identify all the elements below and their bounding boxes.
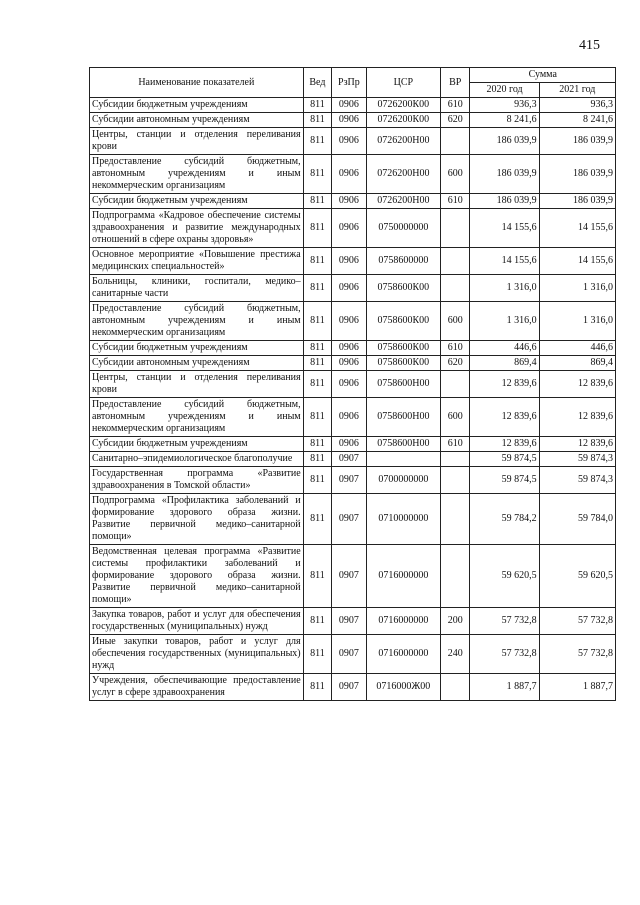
header-year-2020: 2020 год <box>470 83 539 98</box>
cell-vr: 620 <box>440 356 470 371</box>
cell-y2020: 12 839,6 <box>470 437 539 452</box>
cell-name: Иные закупки товаров, работ и услуг для обеспечения государственных (муниципальных) нужд <box>90 635 304 674</box>
cell-csr: 0758600К00 <box>366 275 440 302</box>
cell-vr: 600 <box>440 302 470 341</box>
cell-csr: 0758600Н00 <box>366 371 440 398</box>
cell-csr: 0716000000 <box>366 635 440 674</box>
table-row <box>90 452 616 467</box>
cell-y2021: 14 155,6 <box>539 209 615 248</box>
table-row <box>90 608 616 635</box>
cell-y2020: 12 839,6 <box>470 371 539 398</box>
cell-csr: 0726200К00 <box>366 113 440 128</box>
cell-ved: 811 <box>303 545 331 608</box>
table-row <box>90 371 616 398</box>
cell-name: Субсидии бюджетным учреждениям <box>90 194 304 209</box>
cell-y2021: 186 039,9 <box>539 155 615 194</box>
cell-rzpr: 0906 <box>332 356 367 371</box>
table-row <box>90 494 616 545</box>
cell-rzpr: 0906 <box>332 398 367 437</box>
cell-vr: 240 <box>440 635 470 674</box>
cell-csr: 0726200Н00 <box>366 155 440 194</box>
cell-ved: 811 <box>303 155 331 194</box>
cell-rzpr: 0906 <box>332 155 367 194</box>
cell-name: Подпрограмма «Профилактика заболеваний и формирование здорового образа жизни. Развитие первичной медико–санитарной помощи» <box>90 494 304 545</box>
cell-rzpr: 0906 <box>332 209 367 248</box>
cell-ved: 811 <box>303 356 331 371</box>
cell-y2021: 57 732,8 <box>539 608 615 635</box>
cell-csr: 0700000000 <box>366 467 440 494</box>
budget-table <box>89 67 616 701</box>
cell-ved: 811 <box>303 302 331 341</box>
cell-rzpr: 0906 <box>332 302 367 341</box>
cell-rzpr: 0907 <box>332 467 367 494</box>
cell-vr <box>440 494 470 545</box>
cell-vr <box>440 674 470 701</box>
cell-vr <box>440 275 470 302</box>
page-number: 415 <box>579 38 600 53</box>
cell-y2021: 8 241,6 <box>539 113 615 128</box>
table-row <box>90 467 616 494</box>
table-row <box>90 356 616 371</box>
cell-ved: 811 <box>303 194 331 209</box>
cell-ved: 811 <box>303 635 331 674</box>
cell-y2020: 14 155,6 <box>470 248 539 275</box>
cell-y2021: 12 839,6 <box>539 398 615 437</box>
cell-csr: 0758600Н00 <box>366 437 440 452</box>
cell-vr: 600 <box>440 398 470 437</box>
cell-y2021: 1 887,7 <box>539 674 615 701</box>
table-row <box>90 128 616 155</box>
cell-csr: 0726200Н00 <box>366 194 440 209</box>
cell-ved: 811 <box>303 452 331 467</box>
cell-rzpr: 0906 <box>332 341 367 356</box>
header-ved: Вед <box>303 68 331 98</box>
cell-vr: 610 <box>440 437 470 452</box>
cell-rzpr: 0906 <box>332 248 367 275</box>
cell-y2020: 12 839,6 <box>470 398 539 437</box>
table-row <box>90 194 616 209</box>
cell-csr: 0726200Н00 <box>366 128 440 155</box>
cell-csr: 0758600К00 <box>366 356 440 371</box>
header-vr: ВР <box>440 68 470 98</box>
cell-ved: 811 <box>303 275 331 302</box>
table-row <box>90 635 616 674</box>
cell-name: Субсидии бюджетным учреждениям <box>90 437 304 452</box>
header-csr: ЦСР <box>366 68 440 98</box>
cell-name: Подпрограмма «Кадровое обеспечение системы здравоохранения и развитие международных отношений в сфере охраны здоровья» <box>90 209 304 248</box>
cell-name: Центры, станции и отделения переливания крови <box>90 128 304 155</box>
cell-csr: 0710000000 <box>366 494 440 545</box>
cell-name: Предоставление субсидий бюджетным, автономным учреждениям и иным некоммерческим организациям <box>90 302 304 341</box>
cell-y2020: 1 316,0 <box>470 302 539 341</box>
header-rzpr: РзПр <box>332 68 367 98</box>
cell-vr: 200 <box>440 608 470 635</box>
cell-vr <box>440 467 470 494</box>
cell-name: Субсидии автономным учреждениям <box>90 113 304 128</box>
cell-name: Субсидии автономным учреждениям <box>90 356 304 371</box>
cell-vr: 610 <box>440 341 470 356</box>
cell-vr <box>440 128 470 155</box>
cell-y2021: 59 620,5 <box>539 545 615 608</box>
cell-y2021: 186 039,9 <box>539 194 615 209</box>
cell-rzpr: 0906 <box>332 128 367 155</box>
cell-vr <box>440 248 470 275</box>
cell-ved: 811 <box>303 494 331 545</box>
table-body <box>90 98 616 701</box>
cell-ved: 811 <box>303 248 331 275</box>
cell-y2021: 186 039,9 <box>539 128 615 155</box>
table-row <box>90 545 616 608</box>
cell-csr: 0758600К00 <box>366 302 440 341</box>
table-row <box>90 209 616 248</box>
cell-y2020: 57 732,8 <box>470 608 539 635</box>
cell-csr: 0726200К00 <box>366 98 440 113</box>
cell-name: Предоставление субсидий бюджетным, автономным учреждениям и иным некоммерческим организациям <box>90 398 304 437</box>
cell-y2020: 1 887,7 <box>470 674 539 701</box>
cell-vr <box>440 452 470 467</box>
cell-y2021: 14 155,6 <box>539 248 615 275</box>
cell-y2020: 186 039,9 <box>470 155 539 194</box>
cell-ved: 811 <box>303 371 331 398</box>
cell-name: Государственная программа «Развитие здравоохранения в Томской области» <box>90 467 304 494</box>
cell-csr: 0716000000 <box>366 608 440 635</box>
cell-y2021: 57 732,8 <box>539 635 615 674</box>
cell-vr <box>440 371 470 398</box>
table-row <box>90 248 616 275</box>
cell-rzpr: 0907 <box>332 674 367 701</box>
cell-y2021: 936,3 <box>539 98 615 113</box>
cell-name: Санитарно–эпидемиологическое благополучие <box>90 452 304 467</box>
cell-csr: 0758600000 <box>366 248 440 275</box>
cell-vr: 610 <box>440 194 470 209</box>
cell-ved: 811 <box>303 608 331 635</box>
cell-rzpr: 0906 <box>332 194 367 209</box>
cell-vr: 610 <box>440 98 470 113</box>
cell-rzpr: 0907 <box>332 608 367 635</box>
cell-rzpr: 0906 <box>332 98 367 113</box>
cell-name: Ведомственная целевая программа «Развитие системы профилактики заболеваний и формирование здорового образа жизни. Развитие первичной медико–санитарной помощи» <box>90 545 304 608</box>
cell-y2020: 186 039,9 <box>470 128 539 155</box>
cell-rzpr: 0907 <box>332 635 367 674</box>
cell-y2021: 1 316,0 <box>539 302 615 341</box>
cell-vr: 600 <box>440 155 470 194</box>
cell-ved: 811 <box>303 437 331 452</box>
header-name: Наименование показателей <box>90 68 304 98</box>
cell-y2021: 1 316,0 <box>539 275 615 302</box>
cell-name: Субсидии бюджетным учреждениям <box>90 341 304 356</box>
cell-y2021: 59 874,3 <box>539 467 615 494</box>
cell-y2020: 59 784,2 <box>470 494 539 545</box>
cell-y2020: 59 874,5 <box>470 452 539 467</box>
cell-csr: 0758600К00 <box>366 341 440 356</box>
cell-y2021: 869,4 <box>539 356 615 371</box>
cell-rzpr: 0907 <box>332 545 367 608</box>
cell-csr <box>366 452 440 467</box>
cell-csr: 0758600Н00 <box>366 398 440 437</box>
cell-ved: 811 <box>303 128 331 155</box>
cell-rzpr: 0906 <box>332 275 367 302</box>
cell-name: Учреждения, обеспечивающие предоставление услуг в сфере здравоохранения <box>90 674 304 701</box>
cell-ved: 811 <box>303 467 331 494</box>
cell-y2020: 446,6 <box>470 341 539 356</box>
cell-csr: 0750000000 <box>366 209 440 248</box>
cell-vr <box>440 209 470 248</box>
cell-y2020: 1 316,0 <box>470 275 539 302</box>
cell-y2021: 12 839,6 <box>539 371 615 398</box>
cell-name: Больницы, клиники, госпитали, медико–санитарные части <box>90 275 304 302</box>
table-row <box>90 275 616 302</box>
cell-ved: 811 <box>303 341 331 356</box>
cell-ved: 811 <box>303 674 331 701</box>
cell-vr: 620 <box>440 113 470 128</box>
table-row <box>90 437 616 452</box>
header-sum: Сумма <box>470 68 616 83</box>
table-row <box>90 341 616 356</box>
cell-csr: 0716000Ж00 <box>366 674 440 701</box>
cell-y2021: 59 874,3 <box>539 452 615 467</box>
cell-rzpr: 0906 <box>332 113 367 128</box>
cell-y2021: 59 784,0 <box>539 494 615 545</box>
cell-y2020: 869,4 <box>470 356 539 371</box>
cell-y2020: 186 039,9 <box>470 194 539 209</box>
table-row <box>90 674 616 701</box>
table-row <box>90 155 616 194</box>
cell-y2020: 59 874,5 <box>470 467 539 494</box>
cell-ved: 811 <box>303 98 331 113</box>
cell-rzpr: 0907 <box>332 494 367 545</box>
cell-y2020: 59 620,5 <box>470 545 539 608</box>
table-row <box>90 302 616 341</box>
cell-name: Субсидии бюджетным учреждениям <box>90 98 304 113</box>
cell-name: Предоставление субсидий бюджетным, автономным учреждениям и иным некоммерческим организациям <box>90 155 304 194</box>
header-year-2021: 2021 год <box>539 83 615 98</box>
table-row <box>90 98 616 113</box>
cell-y2021: 12 839,6 <box>539 437 615 452</box>
cell-y2020: 936,3 <box>470 98 539 113</box>
cell-name: Основное мероприятие «Повышение престижа медицинских специальностей» <box>90 248 304 275</box>
cell-rzpr: 0906 <box>332 437 367 452</box>
cell-y2020: 57 732,8 <box>470 635 539 674</box>
cell-y2020: 14 155,6 <box>470 209 539 248</box>
table-row <box>90 113 616 128</box>
cell-name: Закупка товаров, работ и услуг для обеспечения государственных (муниципальных) нужд <box>90 608 304 635</box>
table-row <box>90 398 616 437</box>
cell-vr <box>440 545 470 608</box>
cell-ved: 811 <box>303 398 331 437</box>
cell-name: Центры, станции и отделения переливания крови <box>90 371 304 398</box>
cell-y2020: 8 241,6 <box>470 113 539 128</box>
cell-rzpr: 0907 <box>332 452 367 467</box>
cell-rzpr: 0906 <box>332 371 367 398</box>
cell-ved: 811 <box>303 209 331 248</box>
cell-y2021: 446,6 <box>539 341 615 356</box>
cell-csr: 0716000000 <box>366 545 440 608</box>
cell-ved: 811 <box>303 113 331 128</box>
